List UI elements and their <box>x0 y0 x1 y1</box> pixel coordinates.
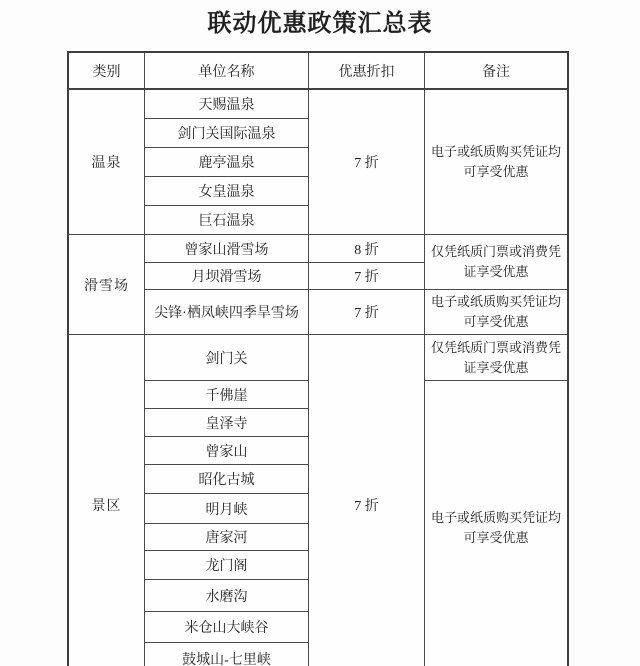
discount-cell: 8 折 <box>309 235 425 263</box>
unit-cell: 鹿亭温泉 <box>145 148 309 177</box>
unit-cell: 米仓山大峡谷 <box>145 612 309 643</box>
remark-cell: 电子或纸质购买凭证均可享受优惠 <box>425 89 569 235</box>
unit-cell: 唐家河 <box>145 524 309 551</box>
unit-cell: 昭化古城 <box>145 465 309 494</box>
remark-cell: 电子或纸质购买凭证均可享受优惠 <box>425 381 569 666</box>
unit-cell: 天赐温泉 <box>145 89 309 119</box>
unit-cell: 剑门关国际温泉 <box>145 119 309 148</box>
unit-cell: 皇泽寺 <box>145 409 309 437</box>
page-title: 联动优惠政策汇总表 <box>207 11 433 37</box>
discount-cell: 7 折 <box>309 335 425 666</box>
remark-cell: 电子或纸质购买凭证均可享受优惠 <box>425 290 569 335</box>
unit-cell: 明月峡 <box>145 494 309 524</box>
discount-cell: 7 折 <box>309 89 425 235</box>
header-discount: 优惠折扣 <box>309 52 425 89</box>
unit-cell: 曾家山 <box>145 437 309 465</box>
table-row <box>68 335 568 381</box>
remark-cell: 仅凭纸质门票或消费凭证享受优惠 <box>425 235 569 290</box>
header-unit-name: 单位名称 <box>145 52 309 89</box>
unit-cell: 千佛崖 <box>145 381 309 409</box>
category-cell: 滑雪场 <box>68 235 145 335</box>
unit-cell: 女皇温泉 <box>145 177 309 206</box>
category-cell: 景区 <box>68 335 145 666</box>
header-category: 类别 <box>68 52 145 89</box>
unit-cell: 月坝滑雪场 <box>145 263 309 290</box>
unit-cell: 尖锋·栖凤峡四季旱雪场 <box>145 290 309 335</box>
remark-cell: 仅凭纸质门票或消费凭证享受优惠 <box>425 335 569 381</box>
category-cell: 温泉 <box>68 89 145 235</box>
unit-cell: 水磨沟 <box>145 580 309 612</box>
unit-cell: 剑门关 <box>145 335 309 381</box>
unit-cell: 龙门阁 <box>145 551 309 580</box>
unit-cell: 曾家山滑雪场 <box>145 235 309 263</box>
discount-cell: 7 折 <box>309 290 425 335</box>
unit-cell: 鼓城山-七里峡 <box>145 643 309 666</box>
header-remark: 备注 <box>425 52 569 89</box>
table-row <box>68 235 568 263</box>
discount-summary-table <box>67 51 569 666</box>
table-row <box>68 89 568 119</box>
unit-cell: 巨石温泉 <box>145 206 309 235</box>
discount-cell: 7 折 <box>309 263 425 290</box>
table-header-row <box>68 52 568 89</box>
